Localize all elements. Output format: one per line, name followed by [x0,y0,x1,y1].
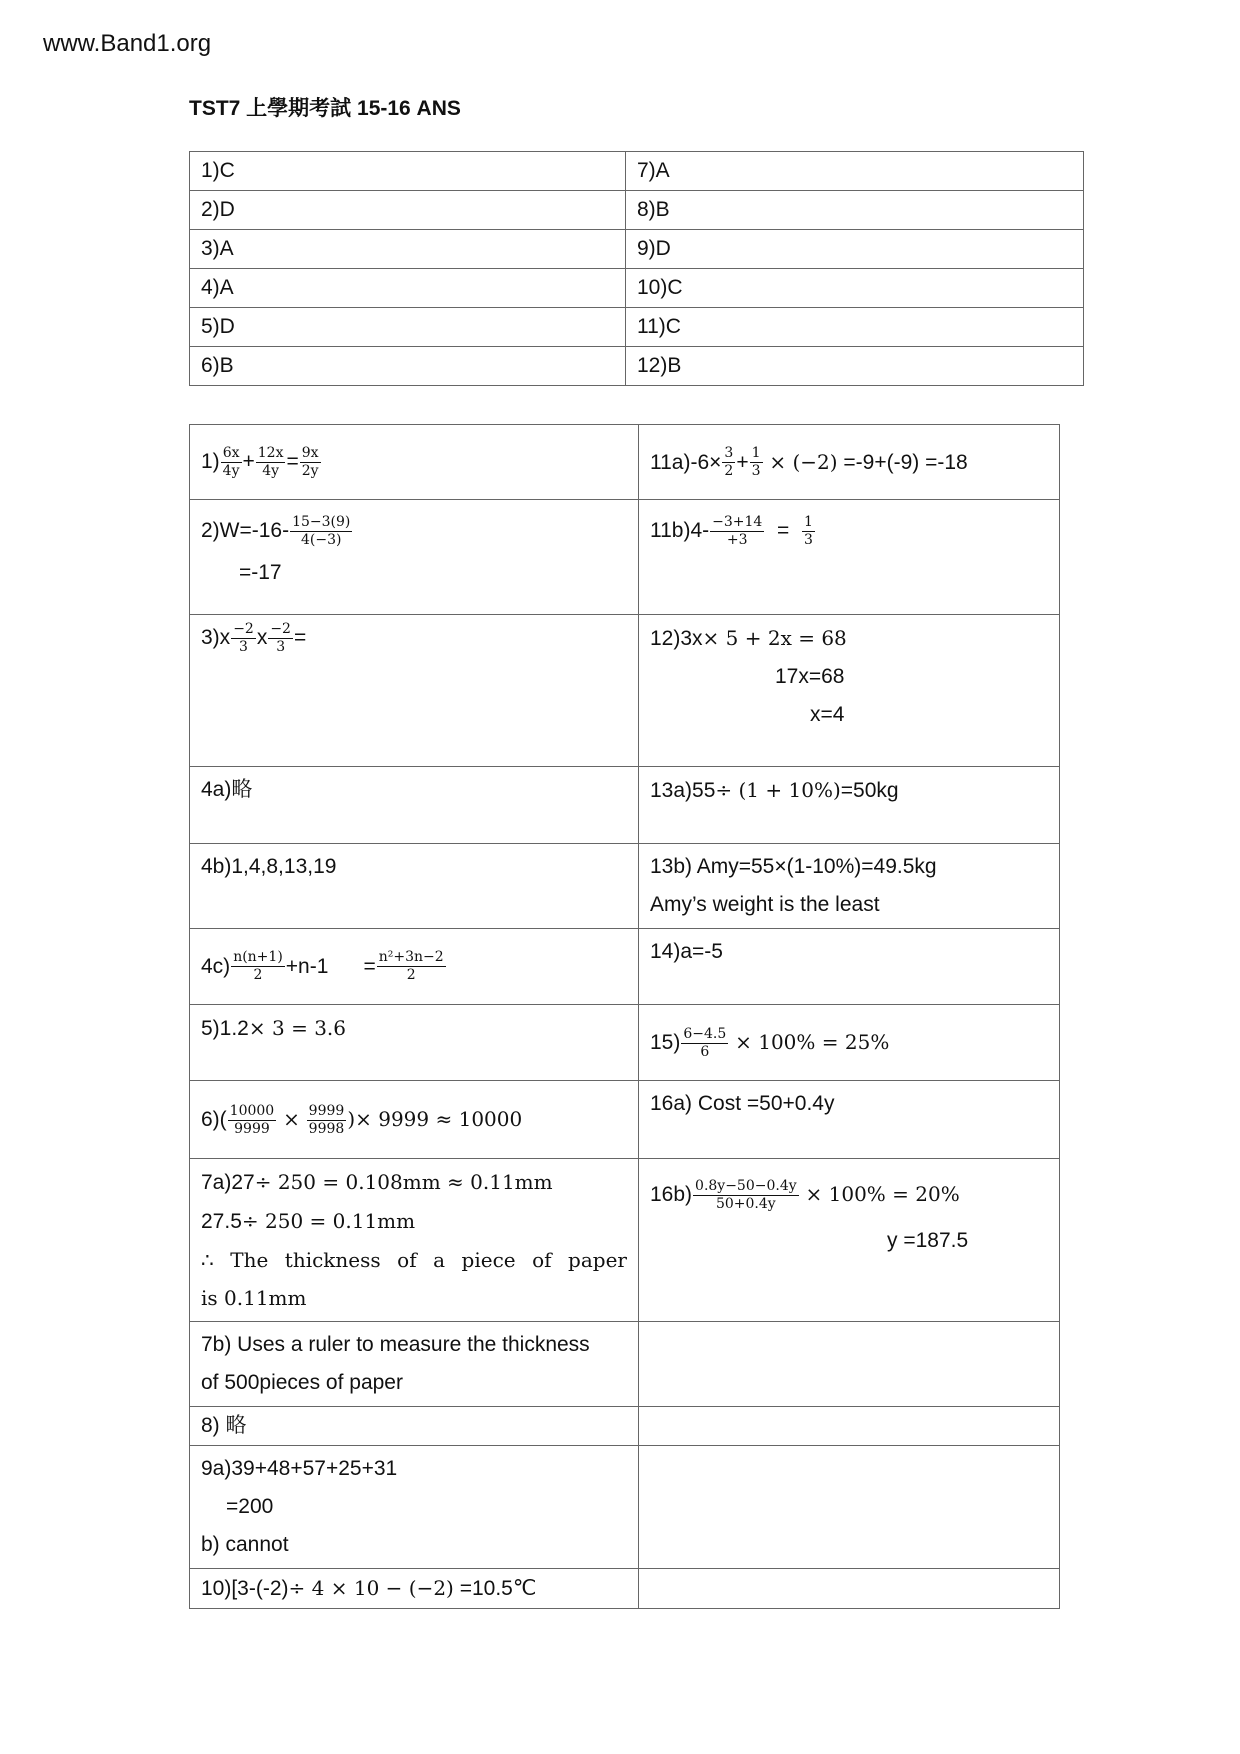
answer-q11b [639,500,1060,615]
answer-q6 [190,1081,639,1159]
den: 2 [724,463,734,480]
fraction [228,1103,277,1138]
line: of 500pieces of paper [201,1371,403,1394]
label: 27.5 [201,1210,242,1233]
table-row [190,152,1084,191]
label: 4c) [201,954,231,978]
op: = [363,954,376,978]
op: × [283,1107,300,1131]
empty-cell [639,1569,1060,1609]
table-row [190,425,1060,500]
den: 9998 [308,1120,345,1137]
op: + [736,450,749,474]
fraction [693,1178,799,1213]
den: 3 [276,638,286,655]
result: =50kg [840,779,899,802]
answer-q9 [190,1446,639,1569]
result: =-9+(-9) =-18 [837,450,968,474]
num: 6x [222,444,240,461]
num: 0.8y−50−0.4y [695,1177,797,1194]
num: 1 [803,513,813,530]
mc-answer: 12)B [626,347,1084,386]
line: Amy’s weight is the least [650,893,880,916]
table-row [190,615,1060,767]
mc-answer: 4)A [190,269,626,308]
empty-cell [639,1446,1060,1569]
label: 1) [201,450,220,473]
table-row [190,767,1060,844]
label: 10)[3-(-2) [201,1577,289,1600]
den: 4y [262,462,280,479]
fraction [268,621,293,656]
mc-answer: 6)B [190,347,626,386]
num: 9999 [308,1102,345,1119]
fraction [231,949,285,984]
answer-q4a: 4a)略 [190,767,639,844]
den: 3 [751,463,761,480]
answer-q5 [190,1005,639,1081]
expr: )× 9999 ≈ 10000 [347,1107,523,1131]
fraction [290,514,352,549]
answer-q7b [190,1322,639,1407]
den: 3 [239,638,248,655]
answer-q10 [190,1569,639,1609]
mc-answer: 5)D [190,308,626,347]
expr: ÷ 250 = 0.108mm ≈ 0.11mm [254,1170,553,1194]
line: 13b) Amy=55×(1-10%)=49.5kg [650,855,937,878]
mc-answer: 7)A [626,152,1084,191]
table-row [190,1081,1060,1159]
den: 2 [253,967,263,984]
answer-q8: 8) 略 [190,1407,639,1446]
mc-answer: 9)D [626,230,1084,269]
result: =-17 [239,561,282,584]
den: 2 [406,967,416,984]
answer-q12 [639,615,1060,767]
table-row [190,1159,1060,1322]
mc-answer: 2)D [190,191,626,230]
table-row [190,269,1084,308]
expr: × (−2) [769,449,838,474]
num: n²+3n−2 [378,949,444,966]
expr: +n-1 [285,954,329,978]
step: 17x=68 [775,665,845,688]
den: 50+0.4y [715,1195,776,1212]
mc-answer: 1)C [190,152,626,191]
table-row [190,500,1060,615]
fraction [307,1103,347,1138]
mc-answer: 10)C [626,269,1084,308]
op: = [777,519,790,542]
num: −2 [233,620,254,637]
line: b) cannot [201,1533,289,1556]
fraction [750,445,763,480]
expr: ÷ 250 = 0.11mm [241,1209,416,1233]
answer-q16a: 16a) Cost =50+0.4y [639,1081,1060,1159]
empty-cell [639,1322,1060,1407]
answer-q3 [190,615,639,767]
page-title: TST7 上學期考試 15-16 ANS [189,97,461,120]
fraction [377,949,446,984]
table-row [190,1005,1060,1081]
num: 1 [751,445,761,462]
expr: × 5 + 2x = 68 [702,626,847,650]
label: 5)1.2 [201,1017,249,1040]
line: =200 [226,1495,274,1518]
num: 3 [724,445,734,462]
answer-q1 [190,425,639,500]
table-row [190,929,1060,1005]
expr: × 100% = 25% [735,1030,890,1054]
line: is 0.11mm [201,1286,307,1310]
den: 4(−3) [301,531,342,548]
den: 4y [222,462,240,479]
fraction [802,514,815,549]
fraction [256,445,286,480]
fraction [221,445,242,480]
answer-q16b [639,1159,1060,1322]
fraction [300,445,321,480]
op: = [293,626,307,649]
num: 15−3(9) [292,513,351,530]
table-row [190,1569,1060,1609]
table-row [190,1446,1060,1569]
num: 9x [301,444,319,461]
table-row [190,308,1084,347]
label: 11b)4- [650,519,710,542]
label: 12)3x [650,627,703,650]
num: −2 [270,620,291,637]
answer-q2 [190,500,639,615]
table-row [190,1322,1060,1407]
den: 3 [803,531,813,548]
mc-answer: 8)B [626,191,1084,230]
op: = [286,450,299,473]
answer-q13a [639,767,1060,844]
label: 7a)27 [201,1171,255,1194]
label: 6)( [201,1108,227,1131]
table-row [190,347,1084,386]
den: 2y [301,462,319,479]
num: −3+14 [712,513,763,530]
site-url: www.Band1.org [43,30,212,57]
expr: ÷ (1 + 10%) [715,778,841,802]
empty-cell [639,1407,1060,1446]
mc-answer: 3)A [190,230,626,269]
label: 15) [650,1031,681,1054]
table-row [190,191,1084,230]
den: 9999 [234,1120,270,1137]
line: 9a)39+48+57+25+31 [201,1457,398,1480]
mc-answer: 11)C [626,308,1084,347]
answer-q11a [639,425,1060,500]
table-row [190,1407,1060,1446]
num: 6−4.5 [683,1025,727,1042]
fraction [710,514,764,549]
result: =10.5℃ [453,1577,537,1600]
table-row [190,844,1060,929]
num: n(n+1) [233,949,283,966]
table-row [190,230,1084,269]
answer-q15 [639,1005,1060,1081]
label: 16b) [650,1183,693,1206]
line: 7b) Uses a ruler to measure the thickness [201,1333,590,1356]
den: +3 [726,531,748,548]
expr: × 100% = 20% [805,1182,960,1206]
answer-q7a [190,1159,639,1322]
answer-q4b: 4b)1,4,8,13,19 [190,844,639,929]
result: x=4 [810,703,845,726]
fraction [681,1026,728,1061]
expr: × 3 = 3.6 [248,1016,346,1040]
mc-answer-table [189,151,1084,386]
long-answer-table [189,424,1060,1609]
result: y =187.5 [887,1229,969,1252]
label: 11a)-6× [650,450,722,474]
op: + [242,450,255,473]
op: x [256,626,268,649]
answer-q14: 14)a=-5 [639,929,1060,1005]
fraction [722,445,735,480]
answer-q4c [190,929,639,1005]
label: 2)W=-16- [201,519,290,542]
answer-q13b [639,844,1060,929]
label: 3)x [201,626,231,649]
fraction [231,621,256,656]
den: 6 [700,1043,710,1060]
expr: ÷ 4 × 10 − (−2) [288,1576,454,1600]
num: 10000 [229,1102,275,1119]
line: ∴ The thickness of a piece of paper [201,1248,627,1272]
label: 13a)55 [650,779,716,802]
num: 12x [257,444,284,461]
